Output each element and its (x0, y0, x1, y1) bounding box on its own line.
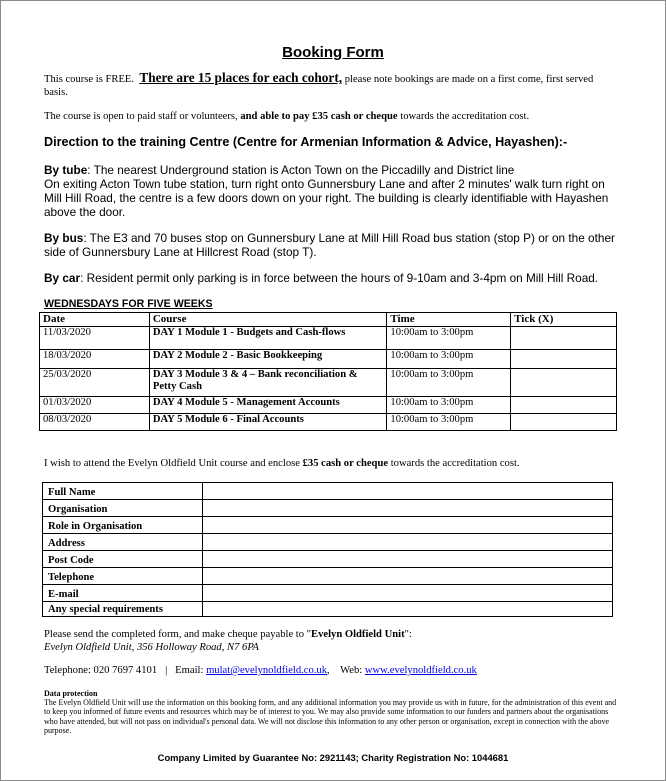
email-link[interactable]: mulat@evelynoldfield.co.uk (206, 665, 328, 676)
intro-free: This course is FREE. (44, 74, 135, 85)
header-course: Course (149, 313, 387, 327)
attend-bold: £35 cash or cheque (302, 458, 389, 469)
tube-line1: : The nearest Underground station is Acton Town on the Piccadilly and District line (87, 163, 515, 177)
field-label-full-name: Full Name (43, 483, 203, 500)
form-row-organisation (43, 500, 613, 517)
bus-label: By bus (44, 231, 84, 245)
schedule-table (39, 312, 617, 431)
header-date: Date (40, 313, 150, 327)
form-row-address (43, 534, 613, 551)
form-row-full-name (43, 483, 613, 500)
contact-email-label: Email: (175, 665, 204, 676)
row-course: DAY 2 Module 2 - Basic Bookkeeping (149, 350, 387, 369)
attend-post: towards the accreditation cost. (390, 458, 520, 469)
page-title: Booking Form (282, 44, 384, 61)
attend-pre: I wish to attend the Evelyn Oldfield Unit course and enclose (44, 458, 300, 469)
telephone-field[interactable] (202, 568, 612, 585)
contact-separator: | (165, 665, 168, 676)
schedule-header-row (40, 313, 617, 327)
eligibility-post: towards the accreditation cost. (400, 111, 530, 122)
full-name-field[interactable] (202, 483, 612, 500)
email-field[interactable] (202, 585, 612, 602)
tube-directions (44, 163, 624, 219)
row-tick-cell[interactable] (511, 327, 617, 350)
table-row (40, 350, 617, 369)
row-date: 18/03/2020 (40, 350, 150, 369)
row-time: 10:00am to 3:00pm (387, 350, 511, 369)
row-time: 10:00am to 3:00pm (387, 397, 511, 414)
send-instructions (44, 629, 619, 654)
field-label-role: Role in Organisation (43, 517, 203, 534)
send-address: Evelyn Oldfield Unit, 356 Holloway Road, N7 6PA (44, 641, 259, 653)
organisation-field[interactable] (202, 500, 612, 517)
row-time: 10:00am to 3:00pm (387, 327, 511, 350)
field-label-special-requirements: Any special requirements (43, 602, 203, 617)
directions-heading: Direction to the training Centre (Centre for Armenian Information & Advice, Hayashen):- (44, 135, 568, 149)
row-date: 11/03/2020 (40, 327, 150, 350)
website-link[interactable]: www.evelynoldfield.co.uk (364, 665, 477, 676)
row-date: 25/03/2020 (40, 369, 150, 397)
address-field[interactable] (202, 534, 612, 551)
form-row-special-requirements (43, 602, 613, 617)
field-label-post-code: Post Code (43, 551, 203, 568)
row-course: DAY 1 Module 1 - Budgets and Cash-flows (149, 327, 387, 350)
tube-label: By tube (44, 163, 88, 177)
row-time: 10:00am to 3:00pm (387, 414, 511, 431)
intro-places: There are 15 places for each cohort, (139, 70, 343, 85)
data-protection-text: The Evelyn Oldfield Unit will use the information on this booking form, and any additional information you may provide us with in future, for the administration of this event and to keep you informed of future events and resources which may be of interest to you. We may also provide some information to our funders and partners about the organisations who have attended, but will not pass on individual's personal data. We will not disclose this information to any other person or organisation, except in connection with the above purpose. (44, 698, 617, 735)
car-label: By car (44, 271, 81, 285)
header-tick: Tick (X) (511, 313, 617, 327)
footer-registration: Company Limited by Guarantee No: 2921143; Charity Registration No: 1044681 (157, 752, 509, 763)
row-course: DAY 5 Module 6 - Final Accounts (149, 414, 387, 431)
form-row-telephone (43, 568, 613, 585)
field-label-telephone: Telephone (43, 568, 203, 585)
form-row-role (43, 517, 613, 534)
special-requirements-field[interactable] (202, 602, 612, 617)
send-payee: Evelyn Oldfield Unit (311, 629, 405, 640)
eligibility-pre: The course is open to paid staff or volunteers, (44, 111, 238, 122)
form-row-email (43, 585, 613, 602)
row-tick-cell[interactable] (511, 414, 617, 431)
eligibility-paragraph (44, 111, 619, 124)
header-time: Time (387, 313, 511, 327)
eligibility-bold: and able to pay £35 cash or cheque (240, 111, 398, 122)
row-tick-cell[interactable] (511, 350, 617, 369)
send-post: ": (404, 629, 412, 640)
row-time: 10:00am to 3:00pm (387, 369, 511, 397)
schedule-heading: WEDNESDAYS FOR FIVE WEEKS (44, 298, 213, 310)
send-pre: Please send the completed form, and make cheque payable to " (44, 629, 312, 640)
field-label-organisation: Organisation (43, 500, 203, 517)
row-tick-cell[interactable] (511, 369, 617, 397)
contact-line: Telephone: 020 7697 4101 | Email: mulat@evelynoldfield.co.uk, Web: www.evelynoldfield.co.uk (44, 665, 477, 676)
row-date: 08/03/2020 (40, 414, 150, 431)
tube-line2: On exiting Acton Town tube station, turn right onto Gunnersbury Lane and after 2 minutes' walk turn right on Mill Hill Road, the centre is a few doors down on your right. The building is clearly identifiable with Hayashen above the door. (44, 177, 609, 219)
role-field[interactable] (202, 517, 612, 534)
table-row (40, 327, 617, 350)
applicant-form (42, 482, 613, 617)
car-text: : Resident permit only parking is in force between the hours of 9-10am and 3-4pm on Mill Hill Road. (80, 271, 599, 285)
table-row (40, 397, 617, 414)
row-course: DAY 3 Module 3 & 4 – Bank reconciliation & Petty Cash (149, 369, 387, 397)
contact-web-label: Web: (340, 665, 363, 676)
row-tick-cell[interactable] (511, 397, 617, 414)
data-protection-heading: Data protection (44, 689, 98, 698)
field-label-email: E-mail (43, 585, 203, 602)
table-row (40, 369, 617, 397)
contact-telephone: Telephone: 020 7697 4101 (44, 665, 158, 676)
attend-statement (44, 458, 619, 471)
intro-paragraph (44, 72, 619, 99)
form-row-post-code (43, 551, 613, 568)
bus-text: : The E3 and 70 buses stop on Gunnersbury Lane at Mill Hill Road bus station (stop P) or on the other side of Gunnersbury Lane at Hillcrest Road (stop T). (44, 231, 615, 259)
row-course: DAY 4 Module 5 - Management Accounts (149, 397, 387, 414)
bus-directions (44, 231, 624, 259)
intro-note: please note bookings are made on a first come, first served basis. (44, 74, 594, 98)
post-code-field[interactable] (202, 551, 612, 568)
car-directions (44, 271, 624, 285)
field-label-address: Address (43, 534, 203, 551)
table-row (40, 414, 617, 431)
row-date: 01/03/2020 (40, 397, 150, 414)
